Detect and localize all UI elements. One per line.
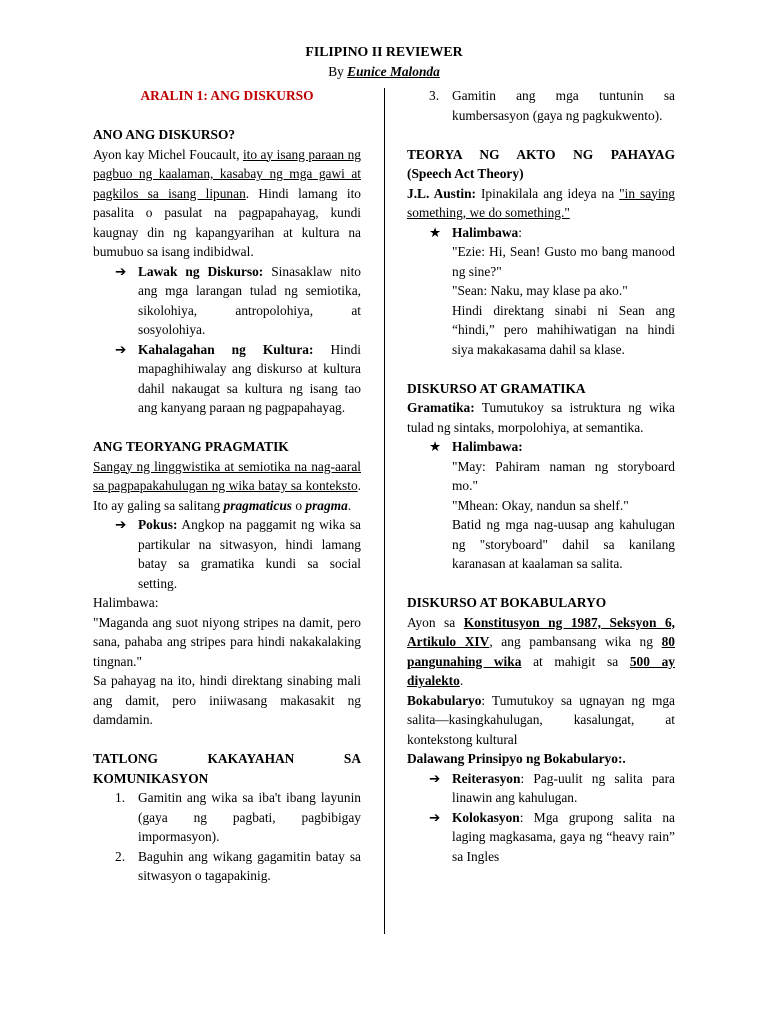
paragraph-bokabularyo: Bokabularyo: Tumutukoy sa ugnayan ng mga salita—kasingkahulugan, kasalungat, at kontekstong kultural: [407, 692, 675, 747]
heading-pragmatik: ANG TEORYANG PRAGMATIK: [93, 439, 289, 454]
star-icon: ★: [429, 224, 442, 240]
arrow-icon: ➔: [429, 809, 441, 825]
example-quote: "Maganda ang suot niyong stripes na damit, pero sana, pahaba ang stripes para hindi nakakalaking tingnan.": [93, 614, 361, 669]
heading-tatlong-kakayahan: TATLONG KAKAYAHAN SA KOMUNIKASYON: [93, 751, 361, 786]
lesson-title: ARALIN 1: ANG DISKURSO: [140, 88, 314, 103]
bullet-kahalagahan: ➔ Kahalagahan ng Kultura: Hindi mapaghihiwalay ang diskurso at kultura dahil nakaugat sa kultura ng isang tao ang kanyang paraan ng pagpapahayag.: [115, 341, 361, 415]
author-name: Eunice Malonda: [347, 63, 440, 79]
numbered-item-3: 3. Gamitin ang mga tuntunin sa kumbersasyon (gaya ng pagkukwento).: [429, 88, 675, 123]
numbered-item-2: 2. Baguhin ang wikang gagamitin batay sa sitwasyon o tagapakinig.: [115, 848, 361, 883]
arrow-icon: ➔: [115, 517, 127, 532]
heading-dalawang-prinsipyo: Dalawang Prinsipyo ng Bokabularyo:.: [407, 751, 626, 766]
left-column: [93, 86, 361, 886]
heading-speech-act: (Speech Act Theory): [407, 166, 524, 181]
arrow-icon: ➔: [115, 263, 127, 279]
star-halimbawa-1: ★ Halimbawa:: [407, 223, 675, 243]
column-divider: [384, 88, 385, 934]
arrow-icon: ➔: [429, 770, 441, 786]
document-title: FILIPINO II REVIEWER: [305, 44, 463, 59]
paragraph-konstitusyon: Ayon sa Konstitusyon ng 1987, Seksyon 6, Artikulo XIV, ang pambansang wika ng 80 pangunahing wika at mahigit sa 500 ay diyalekto.: [407, 614, 675, 688]
dialogue-line: "Ezie: Hi, Sean! Gusto mo bang manood ng sine?": [452, 244, 675, 279]
bullet-lawak: ➔ Lawak ng Diskurso: Sinasaklaw nito ang mga larangan tulad ng semiotika, sikolohiya, antropolohiya, at sosyolohiya.: [115, 263, 361, 337]
byline: By Eunice Malonda: [328, 63, 440, 79]
example-label: Halimbawa:: [93, 595, 159, 610]
star-icon: ★: [429, 439, 442, 454]
star-halimbawa-2: ★ Halimbawa:: [407, 437, 675, 457]
heading-ano-ang-diskurso: ANO ANG DISKURSO?: [93, 127, 236, 142]
heading-gramatika: DISKURSO AT GRAMATIKA: [407, 380, 586, 396]
bullet-pokus: ➔ Pokus: Angkop na paggamit ng wika sa partikular na sitwasyon, hindi lamang batay sa gramatika kundi sa social setting.: [115, 517, 361, 591]
example-explanation: Sa pahayag na ito, hindi direktang sinabing mali ang damit, pero iniiwasang makasakit ng damdamin.: [93, 673, 361, 727]
document-header: [0, 42, 768, 81]
example-explanation: Hindi direktang sinabi ni Sean ang “hindi,” pero mahihiwatigan na hindi siya makakasama dahil sa klase.: [452, 302, 675, 357]
example-explanation: Batid ng mga nag-uusap ang kahulugan ng "storyboard" dahil sa kanilang karanasan at kaalaman sa salita.: [452, 517, 675, 571]
paragraph-austin: J.L. Austin: Ipinakilala ang ideya na "in saying something, we do something.": [407, 185, 675, 220]
dialogue-line: "Sean: Naku, may klase pa ako.": [452, 283, 628, 298]
dialogue-line: "May: Pahiram naman ng storyboard mo.": [452, 458, 675, 493]
paragraph-pragmatik: Sangay ng linggwistika at semiotika na nag-aaral sa pagpapakahulugan ng wika batay sa konteksto. Ito ay galing sa salitang pragmaticus o pragma.: [93, 458, 361, 513]
bullet-kolokasyon: ➔ Kolokasyon: Mga grupong salita na laging magkasama, gaya ng “heavy rain” sa Ingles: [429, 809, 675, 864]
heading-bokabularyo: DISKURSO AT BOKABULARYO: [407, 595, 607, 610]
heading-akto-ng-pahayag: TEORYA NG AKTO NG PAHAYAG: [407, 146, 675, 162]
dialogue-line: "Mhean: Okay, nandun sa shelf.": [452, 497, 629, 513]
paragraph-gramatika: Gramatika: Tumutukoy sa istruktura ng wika tulad ng sintaks, morpolohiya, at semantika.: [407, 400, 675, 435]
right-column: [407, 86, 675, 866]
arrow-icon: ➔: [115, 341, 127, 357]
paragraph-foucault: Ayon kay Michel Foucault, ito ay isang paraan ng pagbuo ng kaalaman, kasabay ng mga gawi at pagkilos sa isang lipunan. Hindi lamang ito pasalita o pasulat na pagpapahayag, kundi kaugnay din ng kapangyarihan at kultura na bumubuo sa isang indibidwal.: [93, 146, 361, 259]
bullet-reiterasyon: ➔ Reiterasyon: Pag-uulit ng salita para linawin ang kahulugan.: [429, 770, 675, 805]
numbered-item-1: 1. Gamitin ang wika sa iba't ibang layunin (gaya ng pagbati, pagbibigay impormasyon).: [115, 790, 361, 844]
